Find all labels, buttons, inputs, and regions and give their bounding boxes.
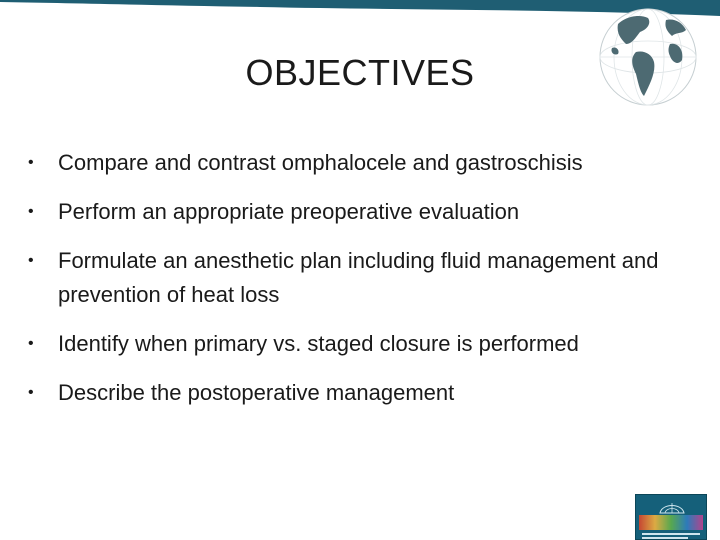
logo-text-line xyxy=(642,533,700,535)
logo-text-line xyxy=(642,537,688,539)
bullet-icon: • xyxy=(28,154,34,171)
objective-item xyxy=(28,327,688,361)
objectives-list xyxy=(28,146,688,425)
logo-children-figures xyxy=(639,515,703,530)
society-logo xyxy=(635,494,707,540)
bullet-icon: • xyxy=(28,335,34,352)
bullet-icon: • xyxy=(28,252,34,269)
objective-text: Formulate an anesthetic plan including fluid management and prevention of heat loss xyxy=(58,248,659,307)
objective-text: Identify when primary vs. staged closure is performed xyxy=(58,331,579,356)
slide-title: OBJECTIVES xyxy=(245,52,475,93)
objective-text: Perform an appropriate preoperative evaluation xyxy=(58,199,520,224)
objective-item xyxy=(28,146,688,180)
bullet-icon: • xyxy=(28,203,34,220)
objective-text: Compare and contrast omphalocele and gastroschisis xyxy=(58,150,583,175)
bullet-icon: • xyxy=(28,384,34,401)
objective-item xyxy=(28,244,688,312)
logo-globe-icon xyxy=(658,498,686,514)
objective-item xyxy=(28,376,688,410)
objective-item xyxy=(28,195,688,229)
objective-text: Describe the postoperative management xyxy=(58,380,455,405)
